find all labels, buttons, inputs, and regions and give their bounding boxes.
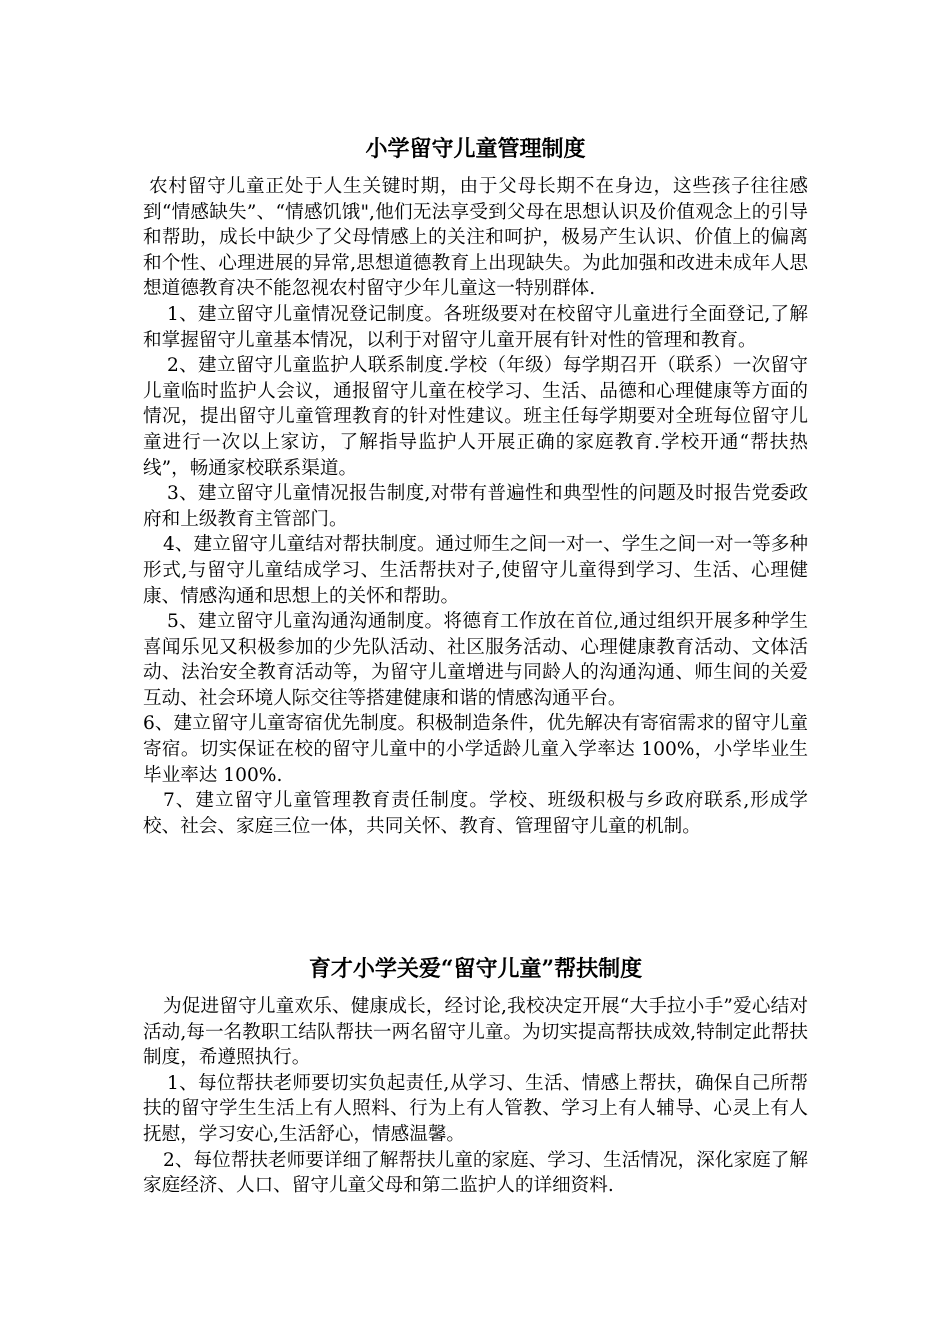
rule-paragraph: 3、建立留守儿童情况报告制度,对带有普遍性和典型性的问题及时报告党委政府和上级教育主管部门。 bbox=[143, 483, 808, 530]
rule-paragraph: 2、建立留守儿童监护人联系制度.学校（年级）每学期召开（联系）一次留守儿童临时监护人会议，通报留守儿童在校学习、生活、品德和心理健康等方面的情况，提出留守儿童管理教育的针对性建议。班主任每学期要对全班每位留守儿童进行一次以上家访，了解指导监护人开展正确的家庭教育.学校开通“帮扶热线”，畅通家校联系渠道。 bbox=[143, 355, 808, 479]
rule-paragraph: 4、建立留守儿童结对帮扶制度。通过师生之间一对一、学生之间一对一等多种形式,与留守儿童结成学习、生活帮扶对子,使留守儿童得到学习、生活、心理健康、情感沟通和思想上的关怀和帮助。 bbox=[143, 534, 808, 607]
rule-paragraph: 1、建立留守儿童情况登记制度。各班级要对在校留守儿童进行全面登记,了解和掌握留守儿童基本情况，以利于对留守儿童开展有针对性的管理和教育。 bbox=[143, 303, 808, 351]
intro-paragraph: 为促进留守儿童欢乐、健康成长，经讨论,我校决定开展“大手拉小手”爱心结对活动,每一名教职工结队帮扶一两名留守儿童。为切实提高帮扶成效,特制定此帮扶制度，希遵照执行。 bbox=[143, 996, 808, 1069]
support-rules-section bbox=[143, 994, 808, 1199]
rule-paragraph: 2、每位帮扶老师要详细了解帮扶儿童的家庭、学习、生活情况，深化家庭了解家庭经济、人口、留守儿童父母和第二监护人的详细资料. bbox=[143, 1149, 808, 1197]
management-rules-section bbox=[143, 174, 808, 839]
intro-paragraph: 农村留守儿童正处于人生关键时期，由于父母长期不在身边，这些孩子往往感到“情感缺失”、“情感饥饿",他们无法享受到父母在思想认识及价值观念上的引导和帮助，成长中缺少了父母情感上的关注和呵护，极易产生认识、价值上的偏离和个性、心理进展的异常,思想道德教育上出现缺失。为此加强和改进未成年人思想道德教育决不能忽视农村留守少年儿童这一特别群体. bbox=[143, 176, 808, 300]
section-title: 育才小学关爱“留守儿童”帮扶制度 bbox=[308, 956, 643, 982]
rule-paragraph: 7、建立留守儿童管理教育责任制度。学校、班级积极与乡政府联系,形成学校、社会、家庭三位一体，共同关怀、教育、管理留守儿童的机制。 bbox=[143, 790, 808, 837]
rule-paragraph: 6、建立留守儿童寄宿优先制度。积极制造条件，优先解决有寄宿需求的留守儿童寄宿。切实保证在校的留守儿童中的小学适龄儿童入学率达 100%，小学毕业生毕业率达 100%. bbox=[143, 713, 808, 786]
rule-paragraph: 5、建立留守儿童沟通沟通制度。将德育工作放在首位,通过组织开展多种学生喜闻乐见又积极参加的少先队活动、社区服务活动、心理健康教育活动、文体活动、法治安全教育活动等，为留守儿童增进与同龄人的沟通沟通、师生间的关爱互动、社会环境人际交往等搭建健康和谐的情感沟通平台。 bbox=[143, 611, 808, 709]
rule-paragraph: 1、每位帮扶老师要切实负起责任,从学习、生活、情感上帮扶，确保自己所帮扶的留守学生生活上有人照料、行为上有人管教、学习上有人辅导、心灵上有人抚慰，学习安心,生活舒心，情感温馨。 bbox=[143, 1072, 808, 1145]
document-title: 小学留守儿童管理制度 bbox=[365, 136, 586, 162]
